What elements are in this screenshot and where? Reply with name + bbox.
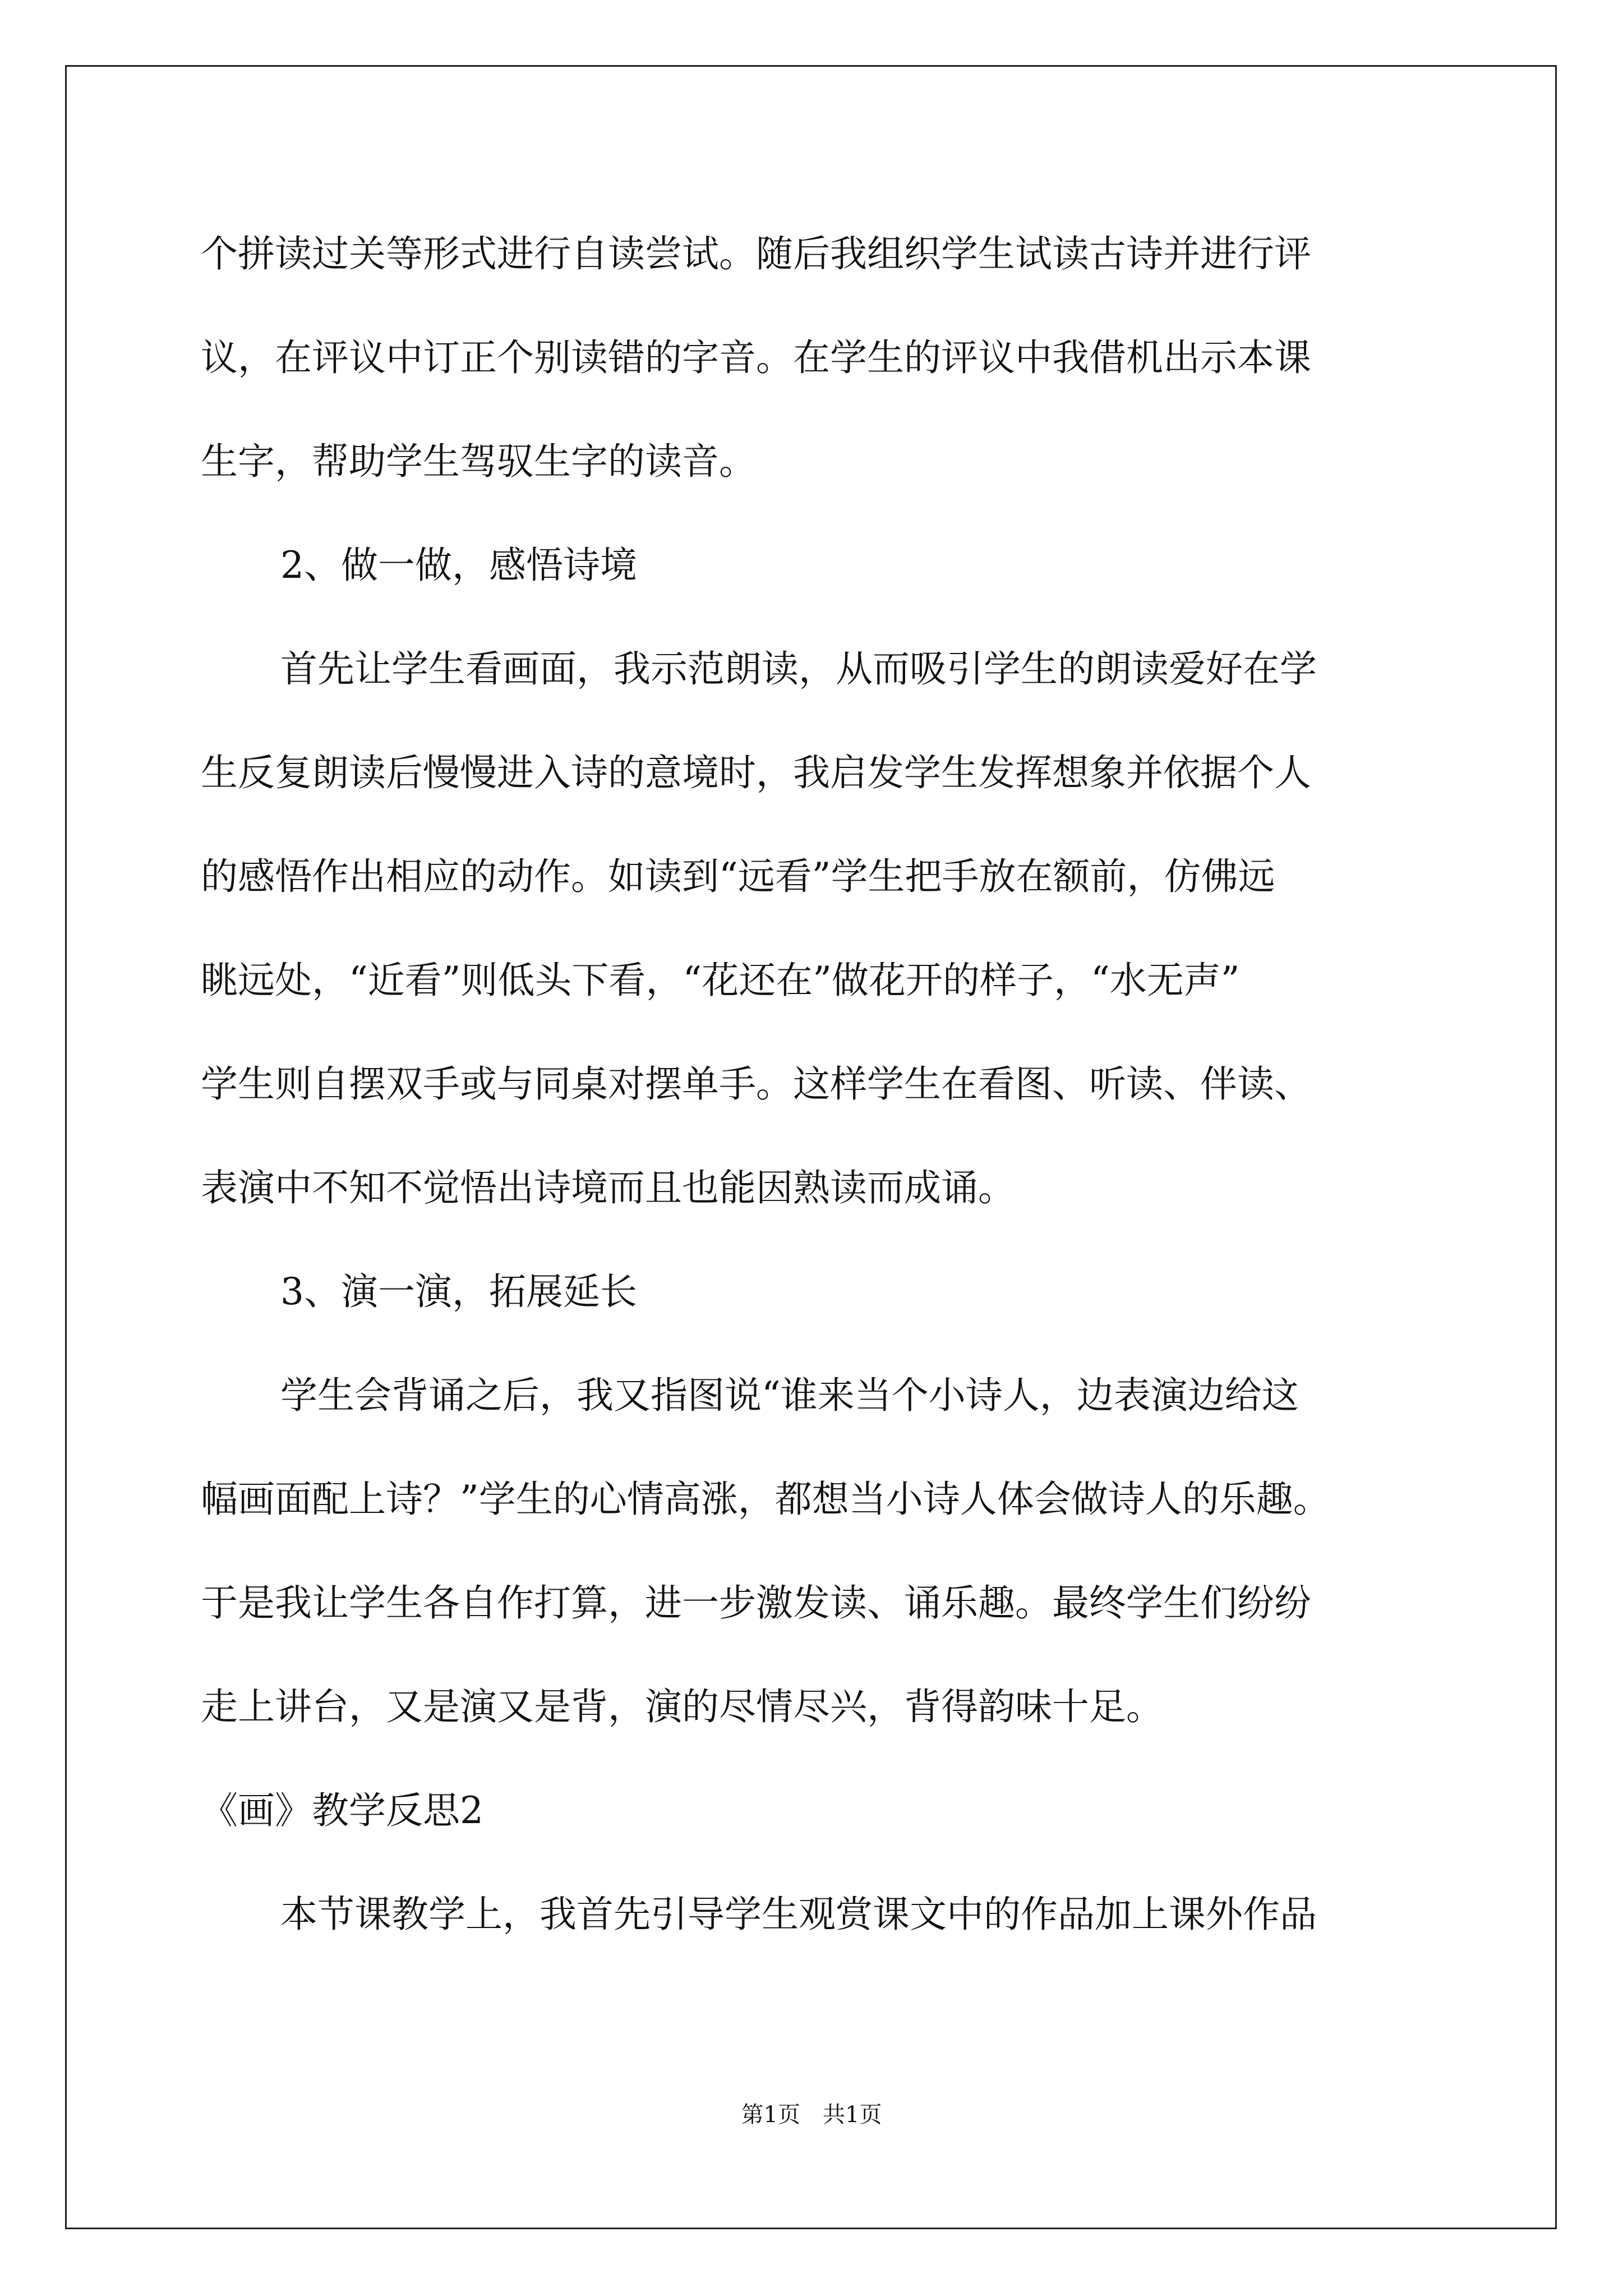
text-line-8: 眺远处，“近看”则低头下看，“花还在”做花开的样子，“水无声” — [201, 959, 1240, 1002]
text-line-17: 本节课教学上，我首先引导学生观赏课文中的作品加上课外作品 — [280, 1893, 1317, 1936]
text-line-5: 首先让学生看画面，我示范朗读，从而吸引学生的朗读爱好在学 — [280, 647, 1317, 691]
document-body — [201, 202, 1454, 1966]
text-line-13: 幅画面配上诗？”学生的心情高涨，都想当小诗人体会做诗人的乐趣。 — [201, 1478, 1330, 1521]
text-line-9: 学生则自摆双手或与同桌对摆单手。这样学生在看图、听读、伴读、 — [201, 1062, 1311, 1106]
text-line-2: 议，在评议中订正个别读错的字音。在学生的评议中我借机出示本课 — [201, 336, 1311, 379]
section-heading-3: 3、演一演，拓展延长 — [280, 1270, 637, 1313]
text-line-14: 于是我让学生各自作打算，进一步激发读、诵乐趣。最终学生们纷纷 — [201, 1581, 1311, 1625]
text-line-10: 表演中不知不觉悟出诗境而且也能因熟读而成诵。 — [201, 1166, 1015, 1209]
text-line-12: 学生会背诵之后，我又指图说“谁来当个小诗人，边表演边给这 — [280, 1374, 1299, 1417]
text-line-3: 生字，帮助学生驾驭生字的读音。 — [201, 440, 756, 483]
text-line-15: 走上讲台，又是演又是背，演的尽情尽兴，背得韵味十足。 — [201, 1685, 1163, 1728]
article-title: 《画》教学反思2 — [201, 1789, 483, 1832]
text-line-1: 个拼读过关等形式进行自读尝试。随后我组织学生试读古诗并进行评 — [201, 232, 1311, 275]
text-line-7: 的感悟作出相应的动作。如读到“远看”学生把手放在额前，仿佛远 — [201, 855, 1275, 898]
page-footer: 第1页 共1页 — [741, 2102, 882, 2128]
section-heading-2: 2、做一做，感悟诗境 — [280, 544, 637, 587]
text-line-6: 生反复朗读后慢慢进入诗的意境时，我启发学生发挥想象并依据个人 — [201, 751, 1311, 794]
